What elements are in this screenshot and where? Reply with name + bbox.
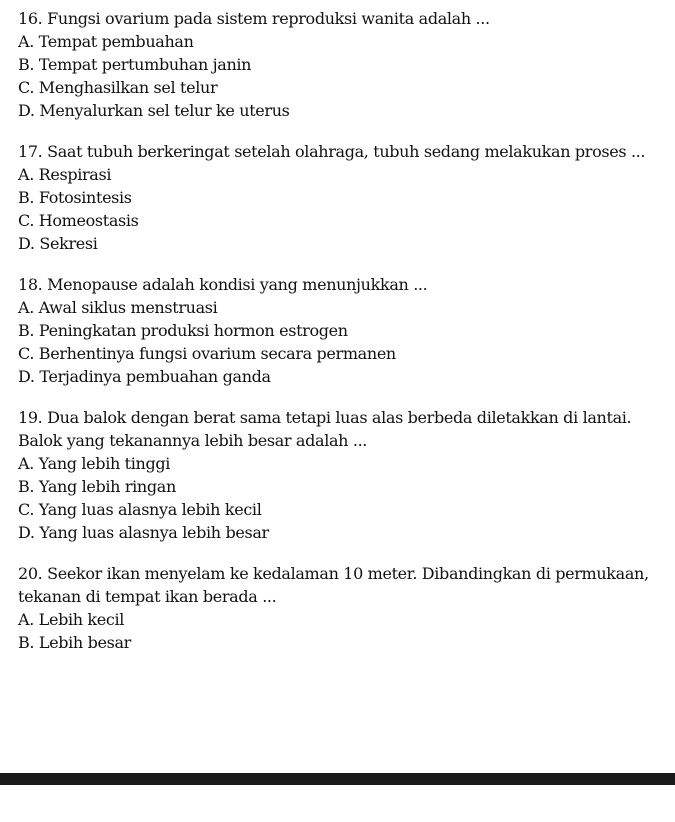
question-19 (18, 406, 671, 544)
answer-options (18, 163, 671, 255)
answer-option-c: C. Berhentinya fungsi ovarium secara permanen (18, 344, 396, 363)
question-stem: 17. Saat tubuh berkeringat setelah olahraga, tubuh sedang melakukan proses ... (18, 142, 646, 161)
answer-option-c: C. Homeostasis (18, 211, 139, 230)
answer-option-c: C. Menghasilkan sel telur (18, 78, 218, 97)
answer-option-b: B. Tempat pertumbuhan janin (18, 55, 252, 74)
answer-options (18, 30, 671, 122)
question-stem: 18. Menopause adalah kondisi yang menunjukkan ... (18, 275, 428, 294)
question-stem: 20. Seekor ikan menyelam ke kedalaman 10 meter. Dibandingkan di permukaan, tekanan di tempat ikan berada ... (18, 564, 649, 606)
question-list (18, 7, 671, 672)
answer-option-c: C. Yang luas alasnya lebih kecil (18, 500, 262, 519)
answer-option-b: B. Lebih besar (18, 633, 131, 652)
answer-option-a: A. Yang lebih tinggi (18, 454, 171, 473)
answer-option-d: D. Terjadinya pembuahan ganda (18, 367, 271, 386)
answer-option-b: B. Peningkatan produksi hormon estrogen (18, 321, 348, 340)
answer-options (18, 608, 671, 654)
question-17 (18, 140, 671, 255)
answer-option-d: D. Menyalurkan sel telur ke uterus (18, 101, 290, 120)
answer-option-b: B. Yang lebih ringan (18, 477, 176, 496)
question-16 (18, 7, 671, 122)
answer-options (18, 296, 671, 388)
question-18 (18, 273, 671, 388)
bottom-divider-bar (0, 773, 675, 785)
answer-option-d: D. Yang luas alasnya lebih besar (18, 523, 269, 542)
answer-option-a: A. Tempat pembuahan (18, 32, 194, 51)
question-stem: 19. Dua balok dengan berat sama tetapi luas alas berbeda diletakkan di lantai. Balok yang tekanannya lebih besar adalah ... (18, 408, 632, 450)
question-stem: 16. Fungsi ovarium pada sistem reproduksi wanita adalah ... (18, 9, 490, 28)
answer-option-b: B. Fotosintesis (18, 188, 132, 207)
answer-option-a: A. Respirasi (18, 165, 112, 184)
answer-option-a: A. Awal siklus menstruasi (18, 298, 218, 317)
answer-option-d: D. Sekresi (18, 234, 98, 253)
question-20 (18, 562, 671, 654)
answer-option-a: A. Lebih kecil (18, 610, 125, 629)
answer-options (18, 452, 671, 544)
